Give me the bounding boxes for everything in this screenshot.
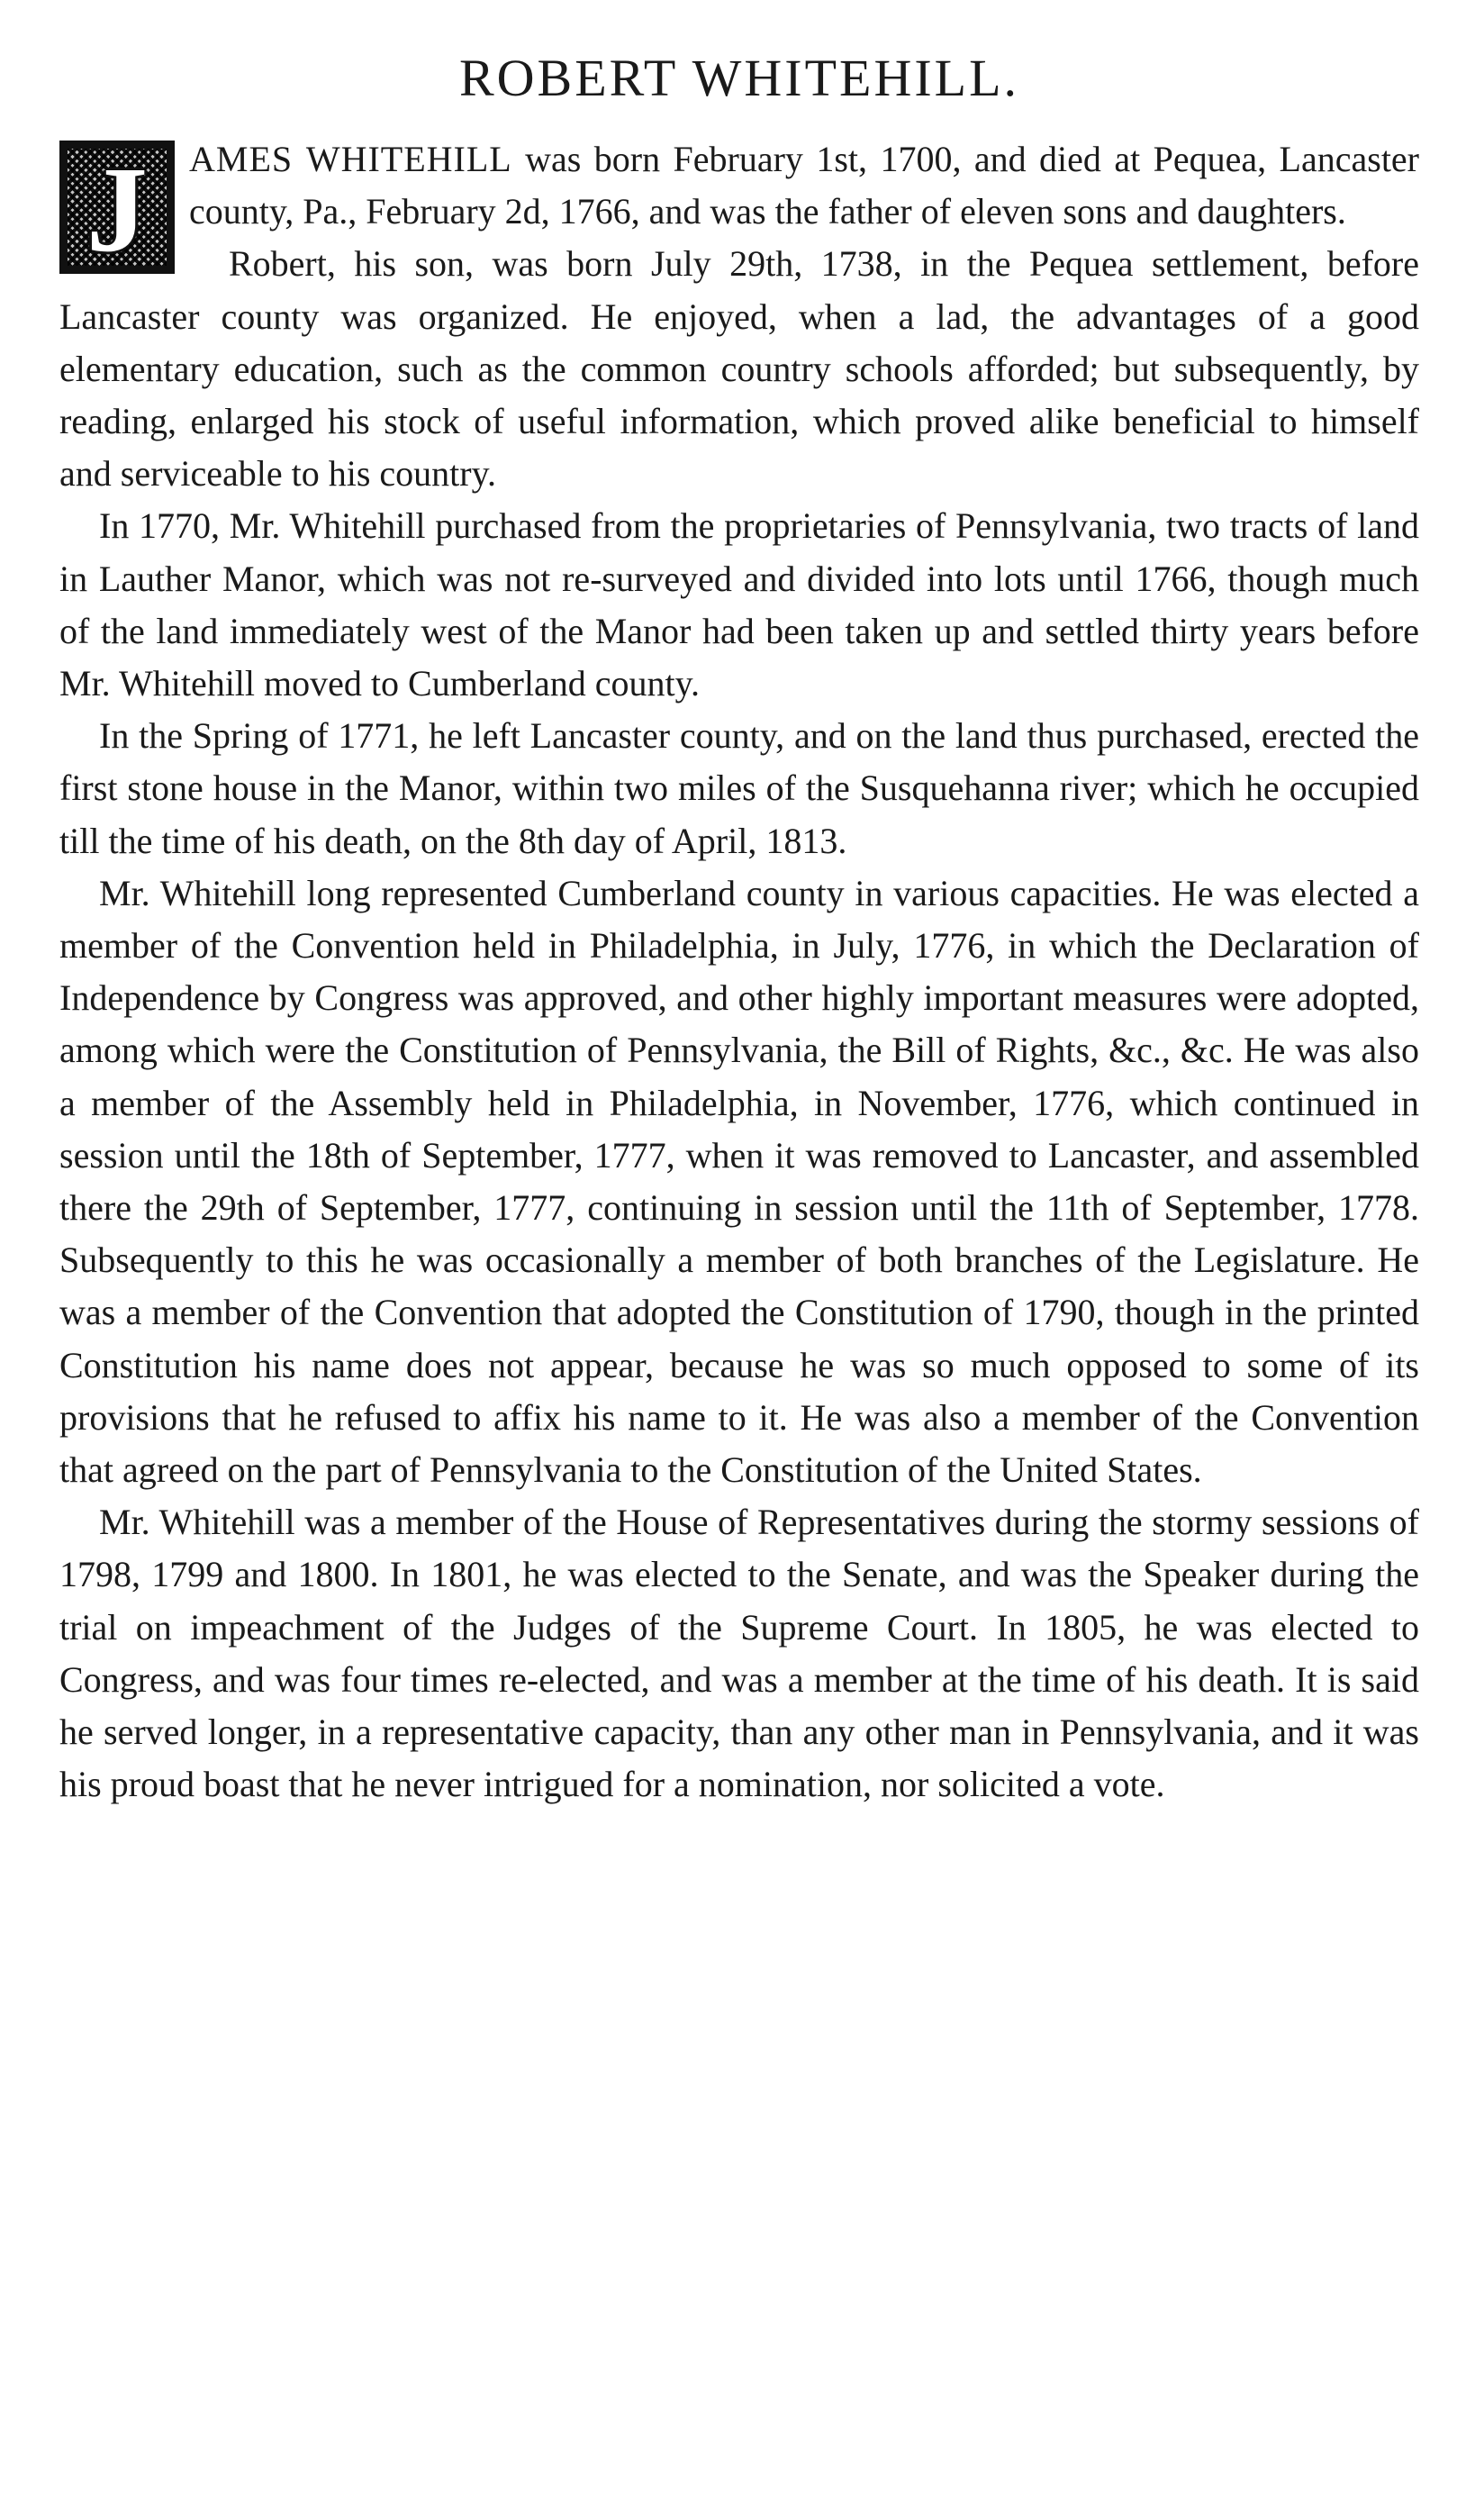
document-page [59, 47, 1419, 1811]
page-title: ROBERT WHITEHILL. [458, 49, 1020, 107]
paragraph-1 [59, 133, 1419, 274]
paragraph-4: In the Spring of 1771, he left Lancaster county, and on the land thus purchased, erected the first stone house in the Manor, within two miles of the Susquehanna river; which he occupied till the time of his death, on the 8th day of April, 1813. [59, 715, 1419, 861]
paragraph-5: Mr. Whitehill long represented Cumberland county in various capacities. He was elected a member of the Convention held in Philadelphia, in July, 1776, in which the Declaration of Independence by Congress was approved, and other highly important measures were adopted, among which were the Constitution of Pennsylvania, the Bill of Rights, &c., &c. He was also a member of the Assembly held in Philadelphia, in November, 1776, which continued in session until the 18th of September, 1777, when it was removed to Lancaster, and assembled there the 29th of September, 1777, continuing in session until the 11th of September, 1778. Subsequently to this he was occasionally a member of both branches of the Legislature. He was a member of the Convention that adopted the Constitution of 1790, though in the printed Constitution his name does not appear, because he was so much opposed to some of its provisions that he refused to affix his name to it. He was also a member of the Convention that agreed on the part of Pennsylvania to the Constitution of the United States. [59, 872, 1419, 1491]
paragraph-3: In 1770, Mr. Whitehill purchased from the proprietaries of Pennsylvania, two tracts of land in Lauther Manor, which was not re-surveyed and divided into lots until 1766, though much of the land immediately west of the Manor had been taken up and settled thirty years before Mr. Whitehill moved to Cumberland county. [59, 505, 1419, 704]
paragraph-6: Mr. Whitehill was a member of the House of Representatives during the stormy sessions of 1798, 1799 and 1800. In 1801, he was elected to the Senate, and was the Speaker during the trial on impeachment of the Judges of the Supreme Court. In 1805, he was elected to Congress, and was four times re-elected, and was a member at the time of his death. It is said he served longer, in a representative capacity, than any other man in Pennsylvania, and it was his proud boast that he never intrigued for a nomination, nor solicited a vote. [59, 1502, 1419, 1805]
paragraph-2: Robert, his son, was born July 29th, 1738, in the Pequea settlement, before Lancaster county was organized. He enjoyed, when a lad, the advantages of a good elementary education, such as the common country schools afforded; but subsequently, by reading, enlarged his stock of useful information, which proved alike beneficial to himself and serviceable to his country. [59, 243, 1419, 495]
paragraph-1-lead: AMES WHITEHILL [189, 139, 512, 179]
drop-cap-letter: J [86, 142, 148, 274]
paragraph-1-text: was born February 1st, 1700, and died at Pequea, Lancaster county, Pa., February 2d, 1766, and was the father of eleven sons and daughters. [189, 139, 1419, 232]
ornamental-drop-cap-icon [59, 141, 175, 274]
